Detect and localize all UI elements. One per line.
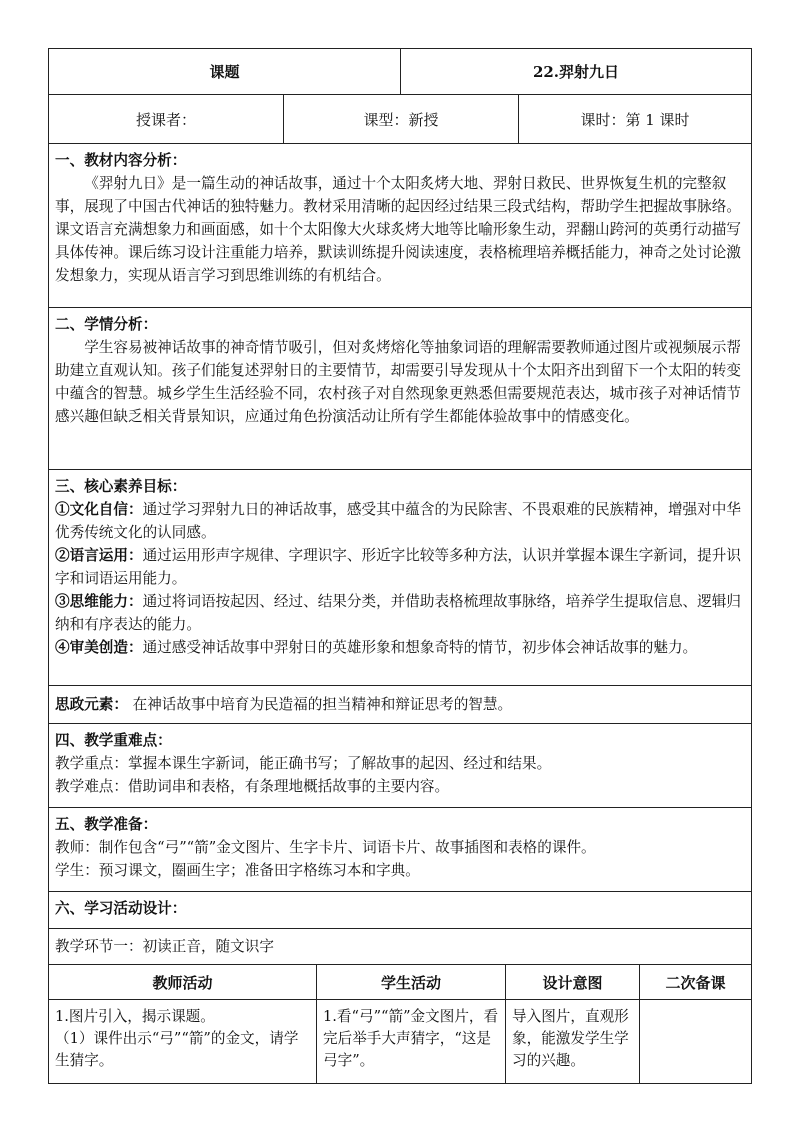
goal-item [55,544,745,590]
section-learner-analysis [48,308,752,470]
activity-header-row [48,965,752,1000]
goal-label: ③思维能力： [55,593,143,610]
section-body: 《羿射九日》是一篇生动的神话故事，通过十个太阳炙烤大地、羿射日救民、世界恢复生机的完整叙事，展现了中国古代神话的独特魅力。教材采用清晰的起因经过结果三段式结构，帮助学生把握故事脉络。课文语言充满想象力和画面感，如十个太阳像大火球炙烤大地等比喻形象生动，羿翻山跨河的英勇行动描写具体传神。课后练习设计注重能力培养，默读训练提升阅读速度，表格梳理培养概括能力，神奇之处讨论激发想象力，实现从语言学习到思维训练的有机结合。 [55,175,741,284]
lesson-time-cell: 课时：第 1 课时 [518,95,751,143]
lesson-type-cell: 课型：新授 [283,95,518,143]
section-core-goals [48,470,752,686]
col-teacher-activity: 教师活动 [152,973,213,992]
goal-text: 通过将词语按起因、经过、结果分类，并借助表格梳理故事脉络，培养学生提取信息、逻辑归纳和有序表达的能力。 [55,593,741,633]
topic-row [48,48,752,95]
teacher-activity-line: 1.图片引入，揭示课题。 [55,1008,215,1025]
col-second-prep: 二次备课 [639,965,751,999]
section-body: 学生容易被神话故事的神奇情节吸引，但对炙烤熔化等抽象词语的理解需要教师通过图片或视频展示帮助建立直观认知。孩子们能复述羿射日的主要情节，却需要引导发现从十个太阳齐出到留下一个太阳的转变中蕴含的智慧。城乡学生生活经验不同，农村孩子对自然现象更熟悉但需要规范表达，城市孩子对神话情节感兴趣但缺乏相关背景知识，应通过角色扮演活动让所有学生都能体验故事中的情感变化。 [55,339,741,425]
stage-title: 教学环节一：初读正音，随文识字 [55,938,274,955]
section-heading: 四、教学重难点： [55,732,172,749]
goal-item [55,636,745,659]
lesson-plan-table [48,48,752,1084]
col-student-activity: 学生活动 [316,965,505,999]
activity-row [48,1000,752,1084]
goal-item [55,590,745,636]
meta-row [48,95,752,144]
teacher-activity-line: （1）课件出示“弓”“箭”的金文，请学生猜字。 [55,1030,299,1069]
goal-text: 通过学习羿射九日的神话故事，感受其中蕴含的为民除害、不畏艰难的民族精神，增强对中华优秀传统文化的认同感。 [55,501,741,541]
section-heading: 一、教材内容分析： [55,152,187,169]
second-prep-cell [639,1000,751,1083]
section-heading: 六、学习活动设计： [55,900,187,917]
goal-label: ④审美创造： [55,639,143,656]
goal-label: ①文化自信： [55,501,143,518]
section-heading: 五、教学准备： [55,816,158,833]
section-preparation [48,808,752,892]
design-intent-cell: 导入图片，直观形象，能激发学生学习的兴趣。 [505,1000,639,1083]
teaching-difficulty: 教学难点：借助词串和表格，有条理地概括故事的主要内容。 [55,778,450,795]
teacher-activity-cell [49,1000,316,1083]
teacher-cell: 授课者： [135,110,196,129]
ideology-row [48,686,752,724]
student-preparation: 学生：预习课文，圈画生字；准备田字格练习本和字典。 [55,862,420,879]
stage-row [48,929,752,965]
teaching-focus: 教学重点：掌握本课生字新词，能正确书写；了解故事的起因、经过和结果。 [55,755,552,772]
goal-item [55,498,745,544]
topic-value: 22.羿射九日 [400,49,751,94]
section-activity-design [48,892,752,929]
ideology-label: 思政元素： [55,696,128,713]
section-content-analysis [48,144,752,308]
section-heading: 三、核心素养目标： [55,478,187,495]
section-heading: 二、学情分析： [55,316,158,333]
goal-text: 通过感受神话故事中羿射日的英雄形象和想象奇特的情节，初步体会神话故事的魅力。 [142,639,698,656]
goal-label: ②语言运用： [55,547,143,564]
col-design-intent: 设计意图 [505,965,639,999]
section-key-points [48,724,752,808]
teacher-preparation: 教师：制作包含“弓”“箭”金文图片、生字卡片、词语卡片、故事插图和表格的课件。 [55,839,596,856]
topic-label: 课题 [209,63,240,81]
ideology-text: 在神话故事中培育为民造福的担当精神和辩证思考的智慧。 [127,696,513,713]
goal-text: 通过运用形声字规律、字理识字、形近字比较等多种方法，认识并掌握本课生字新词，提升识字和词语运用能力。 [55,547,741,587]
student-activity-cell: 1.看“弓”“箭”金文图片，看完后举手大声猜字，“这是弓字”。 [316,1000,505,1083]
